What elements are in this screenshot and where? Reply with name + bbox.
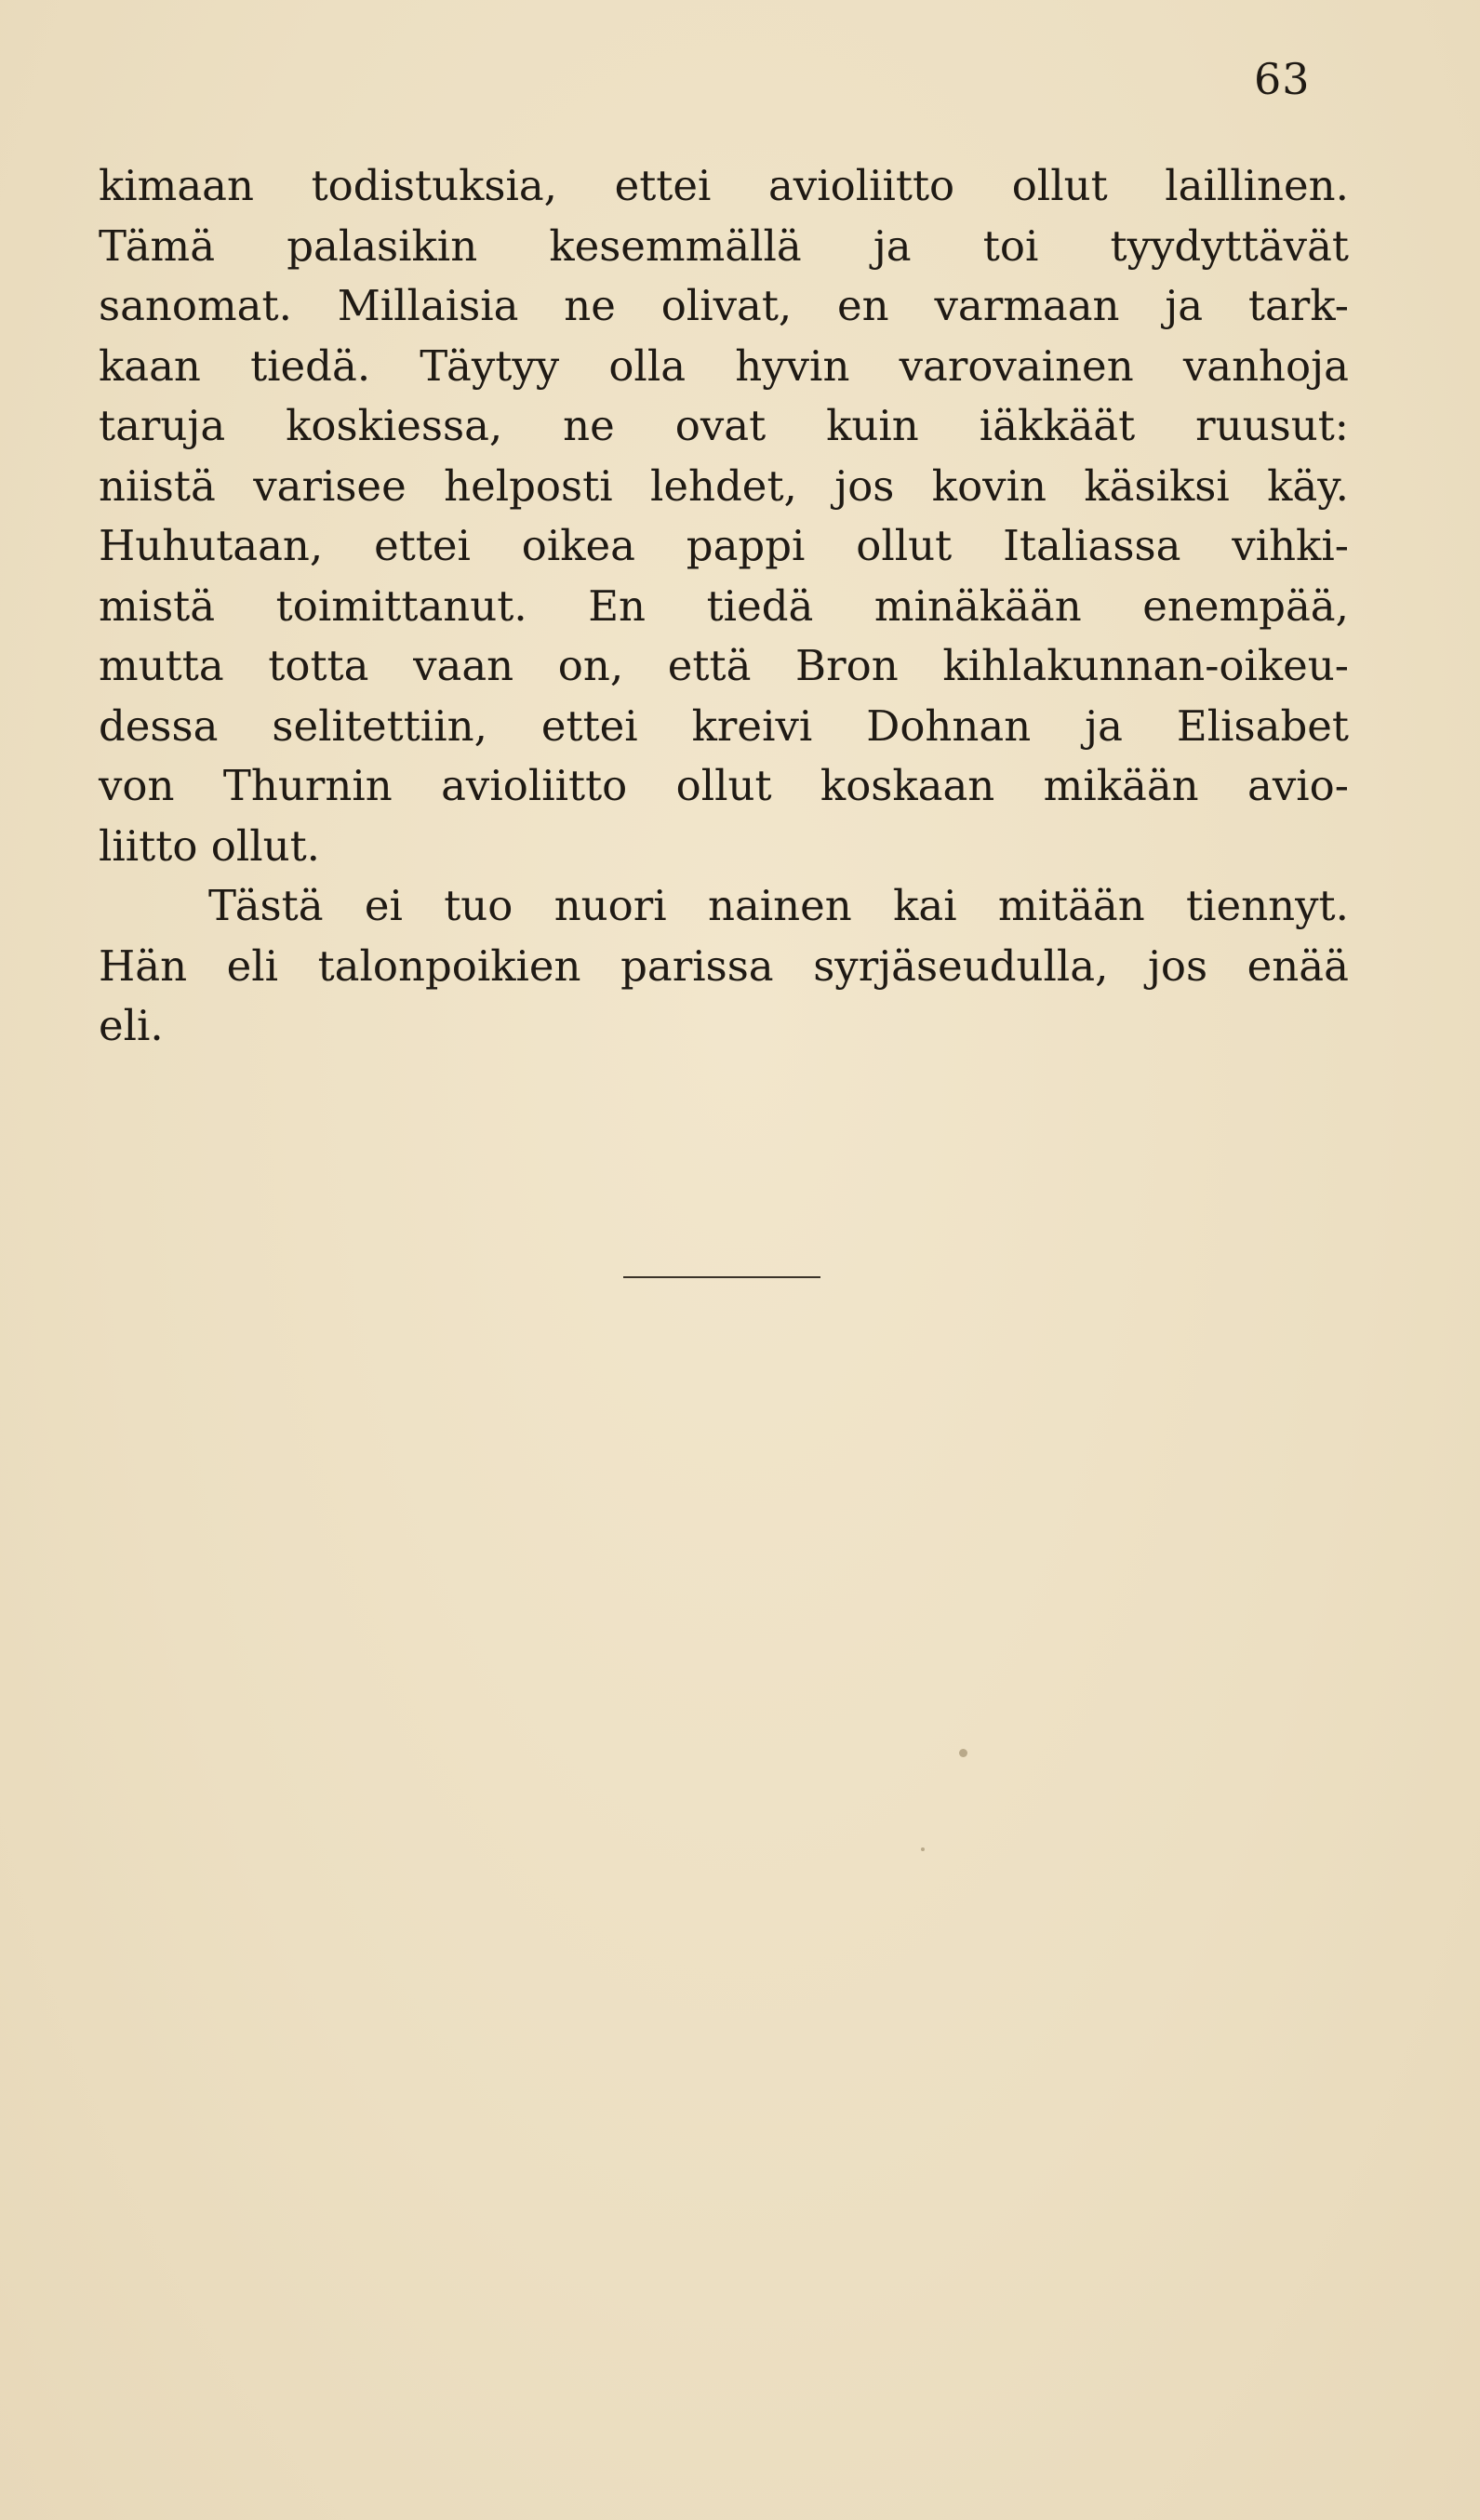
word: enempää, (1142, 580, 1349, 631)
text-line (99, 756, 1349, 817)
word: pappi (686, 521, 806, 570)
word: oikea (521, 521, 635, 570)
word: totta (268, 641, 369, 690)
word: eli (226, 940, 279, 991)
text-line (99, 217, 1349, 277)
text-line (99, 457, 1349, 517)
word: ettei (374, 521, 471, 570)
word: hyvin (735, 340, 850, 391)
word: minäkään (873, 580, 1082, 631)
word: nuori (553, 881, 667, 930)
text-line (99, 636, 1349, 697)
word: Hän (99, 940, 188, 991)
word: tiennyt. (1186, 881, 1349, 930)
word: mikään (1043, 761, 1199, 810)
word: jos (1147, 940, 1208, 991)
word: ja (1165, 281, 1204, 330)
word: kaan (99, 340, 201, 391)
word: ne (564, 281, 616, 330)
word: mistä (99, 580, 216, 631)
word: varisee (253, 460, 407, 511)
text-line (99, 577, 1349, 637)
word: kreivi (691, 700, 813, 751)
word: von (99, 761, 175, 810)
word: Täytyy (420, 340, 560, 391)
word: laillinen. (1165, 161, 1349, 210)
word: ollut (856, 521, 953, 570)
word: ja (1085, 700, 1123, 751)
word: kuin (826, 401, 919, 450)
word: jos (834, 460, 895, 511)
word: Elisabet (1176, 700, 1349, 751)
text-line (99, 396, 1349, 457)
word: vanhoja (1182, 340, 1349, 391)
paper-speck (921, 1847, 925, 1851)
word: en (837, 281, 889, 330)
word: tyydyttävät (1110, 220, 1349, 271)
word: todistuksia, (311, 161, 557, 210)
word: koskaan (820, 761, 995, 810)
text-line (99, 697, 1349, 757)
text-line (99, 337, 1349, 397)
body-text (99, 156, 1349, 1057)
word: toimittanut. (275, 580, 527, 631)
word: En (588, 580, 647, 631)
word: ovat (674, 401, 767, 450)
word: syrjäseudulla, (813, 940, 1109, 991)
word: kovin (931, 460, 1047, 511)
word: avioliitto (767, 161, 955, 210)
word: ja (873, 220, 912, 271)
word: että (667, 641, 752, 690)
text-line (99, 276, 1349, 337)
word: avio- (1247, 761, 1349, 810)
word: kai (893, 881, 957, 930)
word: varmaan (934, 281, 1120, 330)
word: olivat, (660, 281, 793, 330)
word: ne (563, 401, 615, 450)
word: parissa (620, 940, 774, 991)
text-line (99, 817, 1349, 877)
word: olla (608, 340, 687, 391)
word: kimaan (99, 161, 254, 210)
word: mitään (997, 881, 1145, 930)
word: mutta (99, 641, 224, 690)
word: taruja (99, 401, 226, 450)
word: Dohnan (866, 700, 1032, 751)
word: toi (982, 220, 1039, 271)
text-line (99, 516, 1349, 577)
word: koskiessa, (286, 401, 503, 450)
text-line (99, 996, 1349, 1057)
word: tiedä. (250, 340, 371, 391)
word: kesemmällä (549, 220, 802, 271)
word: helposti (444, 460, 613, 511)
word: ettei (614, 161, 712, 210)
word: ettei (540, 700, 638, 751)
word: enää (1247, 940, 1349, 991)
text-line (99, 876, 1349, 937)
word: talonpoikien (317, 940, 581, 991)
word: nainen (707, 881, 852, 930)
word: liitto ollut. (99, 820, 320, 871)
word: on, (557, 641, 624, 690)
word: selitettiin, (272, 700, 487, 751)
word: tuo (444, 881, 513, 930)
word: dessa (99, 700, 219, 751)
page-number: 63 (1254, 54, 1311, 104)
word: ollut (1011, 161, 1108, 210)
word: lehdet, (650, 460, 797, 511)
word: tiedä (706, 580, 814, 631)
word: varovainen (899, 340, 1134, 391)
word: eli. (99, 1001, 164, 1050)
text-line (99, 156, 1349, 217)
word: kihlakunnan-oikeu- (942, 641, 1349, 690)
word: Thurnin (222, 761, 393, 810)
word: käy. (1267, 460, 1349, 511)
word: Italiassa (1003, 521, 1181, 570)
word: Tämä (99, 220, 216, 271)
word: Bron (795, 641, 899, 690)
word: ollut (675, 761, 772, 810)
word: vaan (413, 641, 514, 690)
word: niistä (99, 460, 216, 511)
word: Tästä (208, 881, 324, 930)
word: iäkkäät (979, 401, 1136, 450)
word: sanomat. (99, 281, 292, 330)
word: Huhutaan, (99, 521, 324, 570)
word: tark- (1247, 281, 1349, 330)
word: ruusut: (1195, 401, 1349, 450)
word: palasikin (287, 220, 478, 271)
word: vihki- (1232, 521, 1349, 570)
word: avioliitto (441, 761, 628, 810)
word: ei (364, 881, 403, 930)
word: käsiksi (1084, 460, 1230, 511)
word: Millaisia (337, 281, 519, 330)
section-end-rule (623, 1276, 820, 1278)
paper-speck (959, 1749, 967, 1757)
text-line (99, 937, 1349, 997)
